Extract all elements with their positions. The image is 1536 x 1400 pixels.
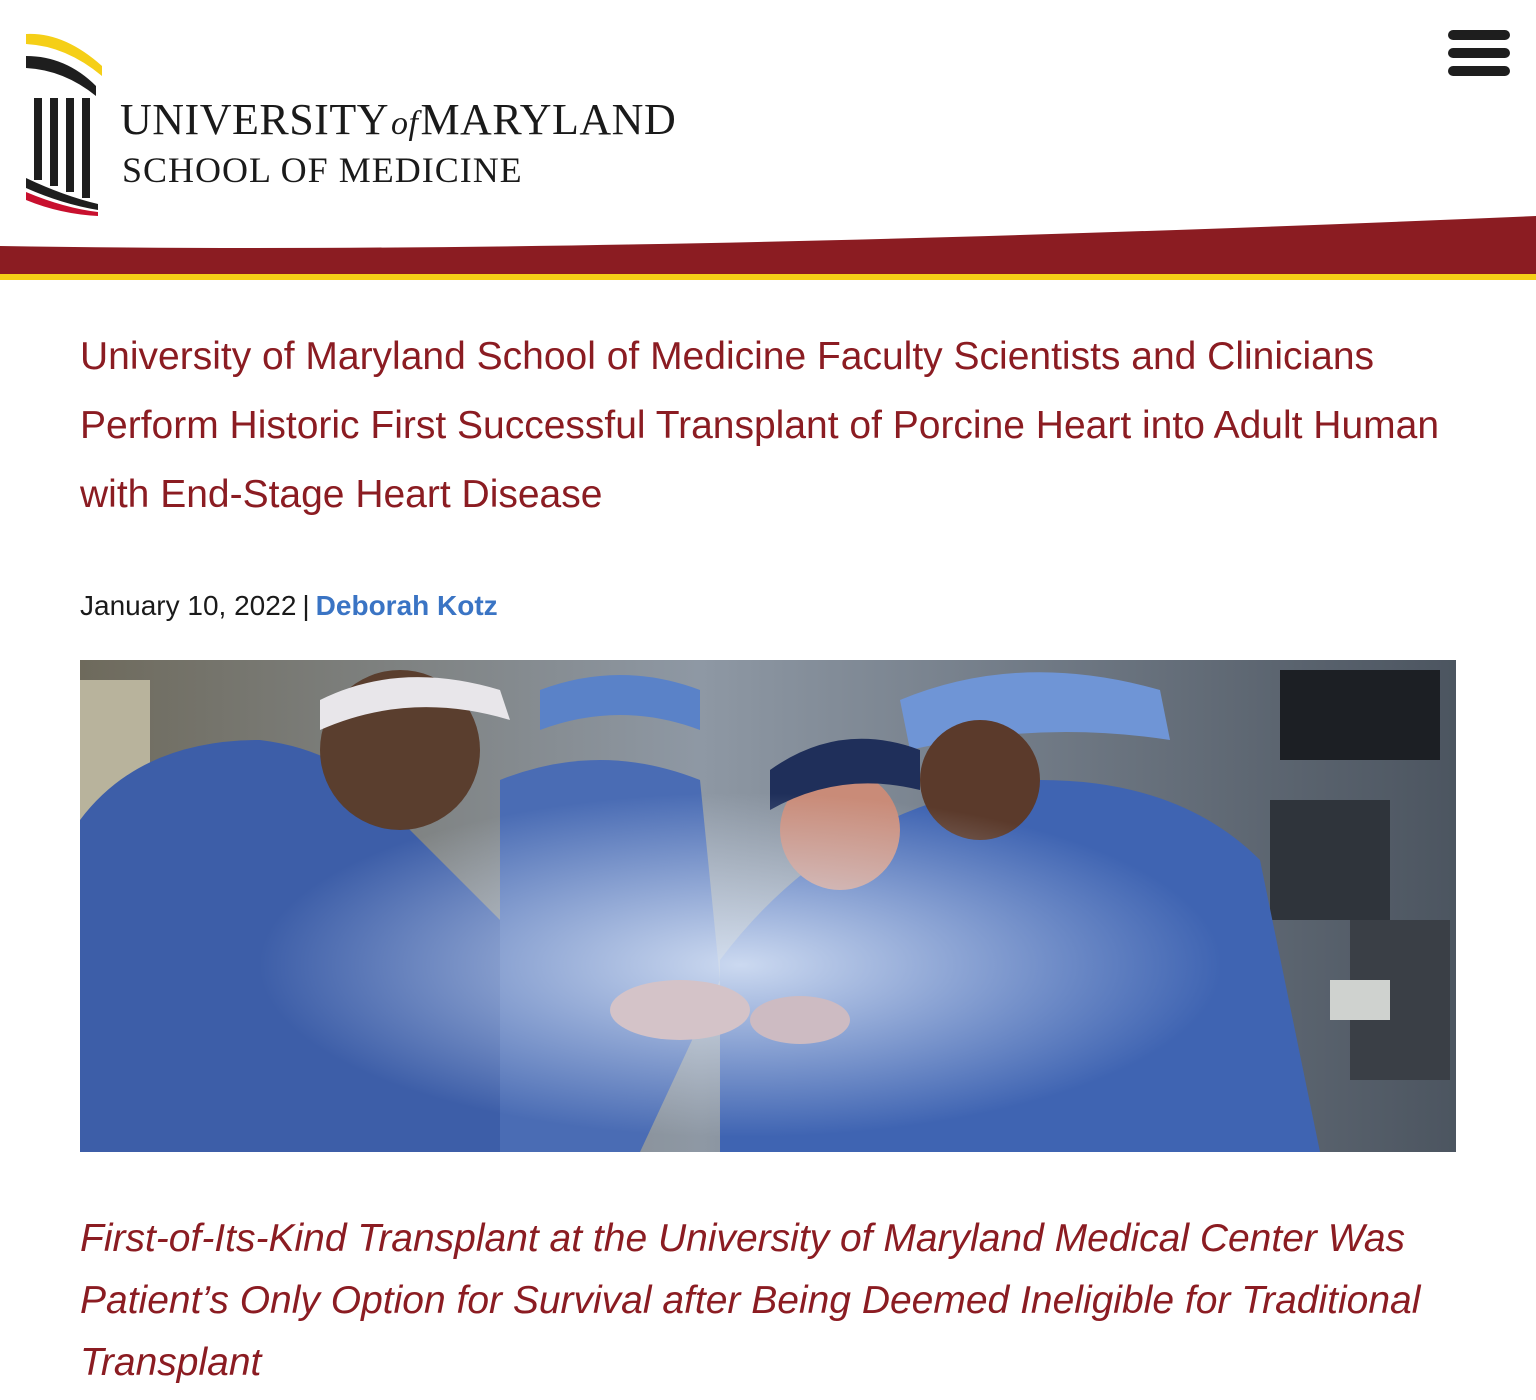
- logo-school-of-medicine: SCHOOL OF MEDICINE: [122, 150, 523, 190]
- umsom-pillars-icon: [24, 26, 104, 216]
- university-logo[interactable]: [24, 26, 744, 216]
- article-byline: [80, 588, 498, 624]
- article-date: January 10, 2022: [80, 590, 297, 621]
- logo-word-university: UNIVERSITY: [120, 95, 389, 144]
- header-swoosh-divider: [0, 208, 1536, 284]
- menu-bar-middle: [1448, 48, 1510, 58]
- article-title: University of Maryland School of Medicine Faculty Scientists and Clinicians Perform Historic First Successful Transplant of Porcine Heart into Adult Human with End-Stage Heart Disease: [80, 335, 1440, 516]
- menu-bar-bottom: [1448, 66, 1510, 76]
- menu-bar-top: [1448, 30, 1510, 40]
- site-header: [0, 0, 1536, 282]
- logo-word-maryland: MARYLAND: [420, 95, 677, 144]
- byline-separator: |: [302, 590, 310, 621]
- article-subtitle: First-of-Its-Kind Transplant at the University of Maryland Medical Center Was Patient’s Only Option for Survival after Being Deemed Ineligible for Traditional Transplant: [80, 1217, 1421, 1384]
- author-link[interactable]: Deborah Kotz: [315, 590, 498, 621]
- surgery-hero-image: [80, 660, 1456, 1152]
- logo-word-of: of: [390, 105, 419, 142]
- logo-university-of-maryland: [120, 95, 677, 144]
- hamburger-menu-icon[interactable]: [1448, 28, 1514, 78]
